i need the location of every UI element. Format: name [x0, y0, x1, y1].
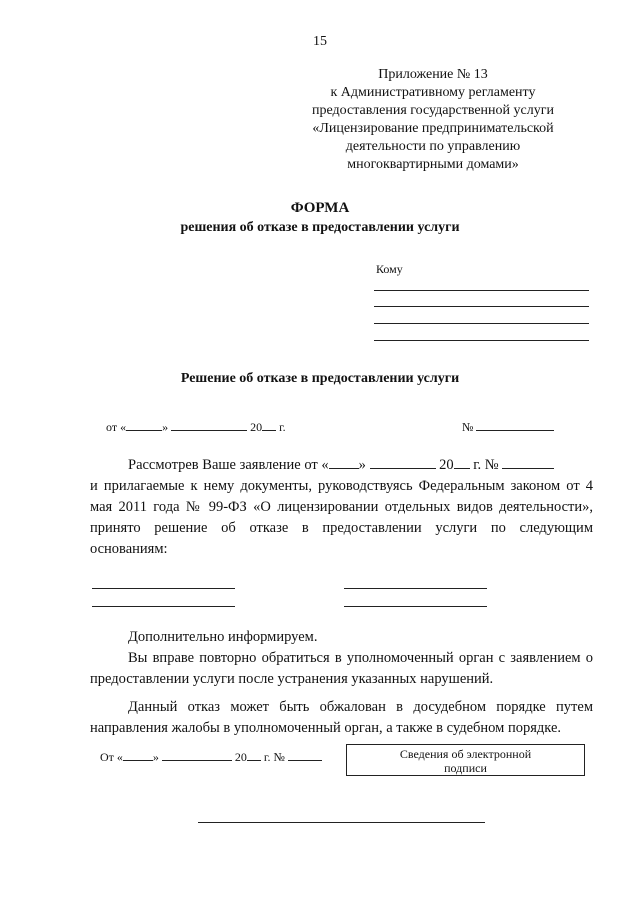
- footer-date: [100, 749, 322, 765]
- footer-date-text: г. №: [263, 750, 285, 764]
- year-blank: [454, 457, 470, 469]
- reason-line: [344, 606, 487, 607]
- appendix-line: Приложение № 13: [378, 67, 488, 82]
- year-blank: [247, 749, 261, 761]
- day-blank: [123, 749, 153, 761]
- signature-line: [198, 822, 485, 823]
- electronic-signature-box: [346, 744, 585, 776]
- recipient-line: [374, 340, 589, 341]
- form-subtitle: решения об отказе в предоставлении услуги: [180, 220, 460, 235]
- appendix-line: деятельности по управлению: [345, 139, 521, 154]
- signature-box-line: Сведения об электронной: [399, 747, 532, 761]
- number-blank: [476, 419, 554, 431]
- paragraph2: Вы вправе повторно обратиться в уполномоченный орган с заявлением о предоставлении услуги после устранения указанных нарушений.: [90, 650, 593, 687]
- decision-title: Решение об отказе в предоставлении услуги: [180, 371, 460, 386]
- month-blank: [171, 419, 247, 431]
- number-sign: №: [462, 420, 474, 434]
- paragraph1-text: »: [358, 457, 366, 473]
- footer-date-text: »: [152, 750, 159, 764]
- date-close-quote: »: [162, 420, 169, 434]
- reason-line: [92, 588, 235, 589]
- date-year-prefix: 20: [250, 420, 263, 434]
- number-blank: [288, 749, 322, 761]
- appendix-line: «Лицензирование предпринимательской: [312, 121, 554, 136]
- paragraph1-first-line: [128, 455, 554, 476]
- decision-date: [106, 419, 286, 435]
- recipient-label: Кому: [376, 262, 403, 276]
- signature-box-line: подписи: [444, 761, 487, 775]
- recipient-line: [374, 306, 589, 307]
- month-blank: [162, 749, 232, 761]
- date-year-suffix: г.: [279, 420, 286, 434]
- decision-number: [462, 419, 554, 435]
- date-from-text: от «: [106, 420, 127, 434]
- month-blank: [370, 457, 436, 469]
- appendix-line: предоставления государственной услуги: [312, 103, 554, 118]
- paragraph1-text: г. №: [473, 457, 499, 473]
- reason-line: [344, 588, 487, 589]
- paragraph1-text: 20: [439, 457, 454, 473]
- recipient-line: [374, 290, 589, 291]
- paragraph1-text: Рассмотрев Ваше заявление от «: [128, 457, 329, 473]
- day-blank: [126, 419, 162, 431]
- footer-date-text: От «: [100, 750, 123, 764]
- appendix-line: к Административному регламенту: [330, 85, 536, 100]
- page-number: 15: [313, 34, 327, 49]
- appendix-line: многоквартирными домами»: [347, 157, 519, 172]
- day-blank: [329, 457, 359, 469]
- recipient-line: [374, 323, 589, 324]
- year-blank: [262, 419, 276, 431]
- form-title: ФОРМА: [290, 200, 350, 216]
- footer-date-text: 20: [234, 750, 247, 764]
- paragraph1-body: и прилагаемые к нему документы, руководствуясь Федеральным законом от 4 мая 2011 года № 99-ФЗ «О лицензировании отдельных видов деятельности», принято решение об отказе в предоставлении услуги по следующим основаниям:: [90, 478, 593, 557]
- appendix-header: [290, 66, 576, 174]
- additional-info: Дополнительно информируем.: [128, 629, 318, 645]
- paragraph3: Данный отказ может быть обжалован в досудебном порядке путем направления жалобы в уполномоченный орган, а также в судебном порядке.: [90, 699, 593, 736]
- number-blank: [502, 457, 554, 469]
- reason-line: [92, 606, 235, 607]
